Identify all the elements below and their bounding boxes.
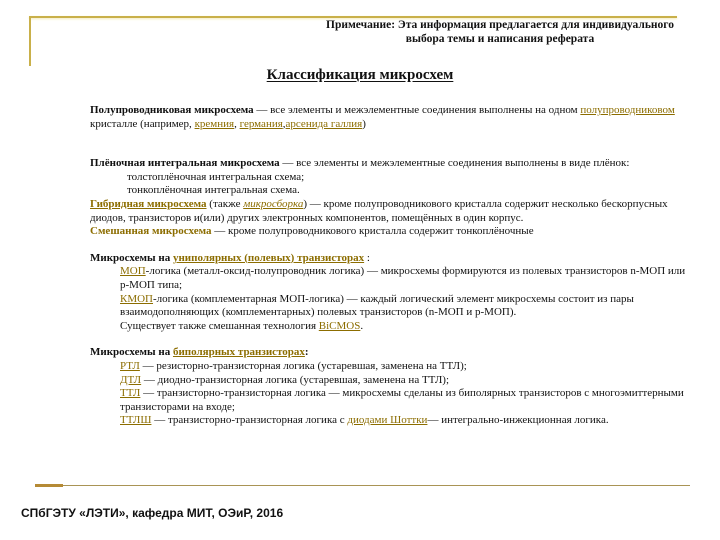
link-silicon[interactable]: кремния bbox=[194, 117, 235, 130]
content-body bbox=[90, 104, 690, 428]
text: — интегрально-инжекционная логика. bbox=[427, 414, 609, 427]
note-line-1: Примечание: Эта информация предлагается для индивидуального bbox=[326, 19, 674, 31]
text: — резисторно-транзисторная логика (устаревшая, заменена на ТТЛ); bbox=[139, 359, 467, 372]
text: — транзисторно-транзисторная логика с bbox=[151, 414, 348, 427]
link-semiconductor[interactable]: полупроводниковом bbox=[580, 104, 675, 116]
paragraph-mixed bbox=[90, 225, 690, 239]
link-unipolar-transistors[interactable]: униполярных (полевых) транзисторах bbox=[172, 251, 365, 264]
link-ttl[interactable]: ТТЛ bbox=[120, 387, 141, 400]
link-mos[interactable]: МОП bbox=[120, 265, 146, 278]
link-germanium[interactable]: германия bbox=[239, 117, 283, 130]
text: : bbox=[364, 251, 370, 264]
text: , bbox=[234, 117, 240, 130]
paragraph-hybrid bbox=[90, 198, 690, 225]
item-ttlsh bbox=[90, 414, 690, 428]
text: (также bbox=[206, 197, 244, 210]
page-title: Классификация микросхем bbox=[266, 67, 454, 83]
heading-unipolar bbox=[90, 252, 690, 266]
film-item-thin: тонкоплёночная интегральная схема. bbox=[127, 184, 300, 197]
item-cmos bbox=[90, 293, 690, 320]
text: — транзисторно-транзисторная логика — микросхемы сделаны из биполярных транзисторов с многоэмиттерными транзисторами на входе; bbox=[120, 387, 684, 413]
bottom-rule bbox=[35, 485, 690, 486]
paragraph-film bbox=[90, 157, 690, 171]
text: ) bbox=[362, 117, 366, 130]
text: ) — кроме полупроводникового кристалла содержит несколько бескорпусных диодов, транзисторов и(или) других электронных компонентов, помещённых в один корпус. bbox=[90, 197, 668, 224]
text: , bbox=[282, 117, 286, 130]
bottom-rule-accent bbox=[35, 484, 63, 487]
term-semiconductor: Полупроводниковая микросхема bbox=[90, 104, 254, 116]
link-bicmos[interactable]: BiCMOS bbox=[318, 319, 361, 332]
term-film: Плёночная интегральная микросхема bbox=[90, 157, 280, 170]
item-mos bbox=[90, 265, 690, 292]
item-ttl bbox=[90, 387, 690, 414]
link-dtl[interactable]: ДТЛ bbox=[120, 373, 142, 386]
note-line-2: выбора темы и написания реферата bbox=[405, 33, 595, 45]
link-bipolar-transistors[interactable]: биполярных транзисторах bbox=[172, 346, 305, 359]
link-ttlsh[interactable]: ТТЛШ bbox=[120, 414, 152, 427]
text: -логика (комплементарная МОП-логика) — каждый логический элемент микросхемы состоит из пары взаимодополняющих (комплементарных) полевых транзисторов (n-МОП и p-МОП). bbox=[120, 292, 634, 319]
link-mixed-microcircuit[interactable]: Смешанная микросхема bbox=[90, 225, 212, 238]
note-block bbox=[300, 18, 700, 46]
link-rtl[interactable]: РТЛ bbox=[120, 359, 140, 372]
item-dtl bbox=[90, 374, 690, 388]
text: — диодно-транзисторная логика (устаревшая, заменена на ТТЛ); bbox=[141, 373, 450, 386]
footer-credit: СПбГЭТУ «ЛЭТИ», кафедра МИТ, ОЭиР, 2016 bbox=[21, 506, 284, 520]
heading-bipolar bbox=[90, 346, 690, 360]
text: — все элементы и межэлементные соединения выполнены на одном bbox=[253, 104, 581, 116]
text: Существует также смешанная технология bbox=[120, 319, 319, 332]
text: . bbox=[360, 319, 364, 332]
text: — все элементы и межэлементные соединения выполнены в виде плёнок: bbox=[279, 157, 630, 170]
item-rtl bbox=[90, 360, 690, 374]
text: -логика (металл-оксид-полупроводник логика) — микросхемы формируются из полевых транзисторов n-МОП или p-МОП типа; bbox=[120, 265, 686, 291]
link-cmos[interactable]: КМОП bbox=[120, 292, 154, 305]
item-bicmos bbox=[90, 320, 690, 334]
text: : bbox=[304, 346, 309, 359]
left-rule bbox=[29, 16, 31, 66]
link-schottky-diodes[interactable]: диодами Шоттки bbox=[347, 414, 428, 427]
paragraph-semiconductor bbox=[90, 104, 690, 131]
text: — кроме полупроводникового кристалла содержит тонкоплёночные bbox=[211, 225, 534, 238]
link-gallium-arsenide[interactable]: арсенида галлия bbox=[285, 117, 363, 130]
text: кристалле (например, bbox=[90, 117, 195, 130]
text: Микросхемы на bbox=[90, 346, 173, 359]
text: Микросхемы на bbox=[90, 251, 173, 264]
link-microassembly[interactable]: микросборка bbox=[243, 197, 304, 210]
film-item-thick: толстоплёночная интегральная схема; bbox=[127, 170, 305, 183]
link-hybrid-microcircuit[interactable]: Гибридная микросхема bbox=[90, 197, 207, 210]
